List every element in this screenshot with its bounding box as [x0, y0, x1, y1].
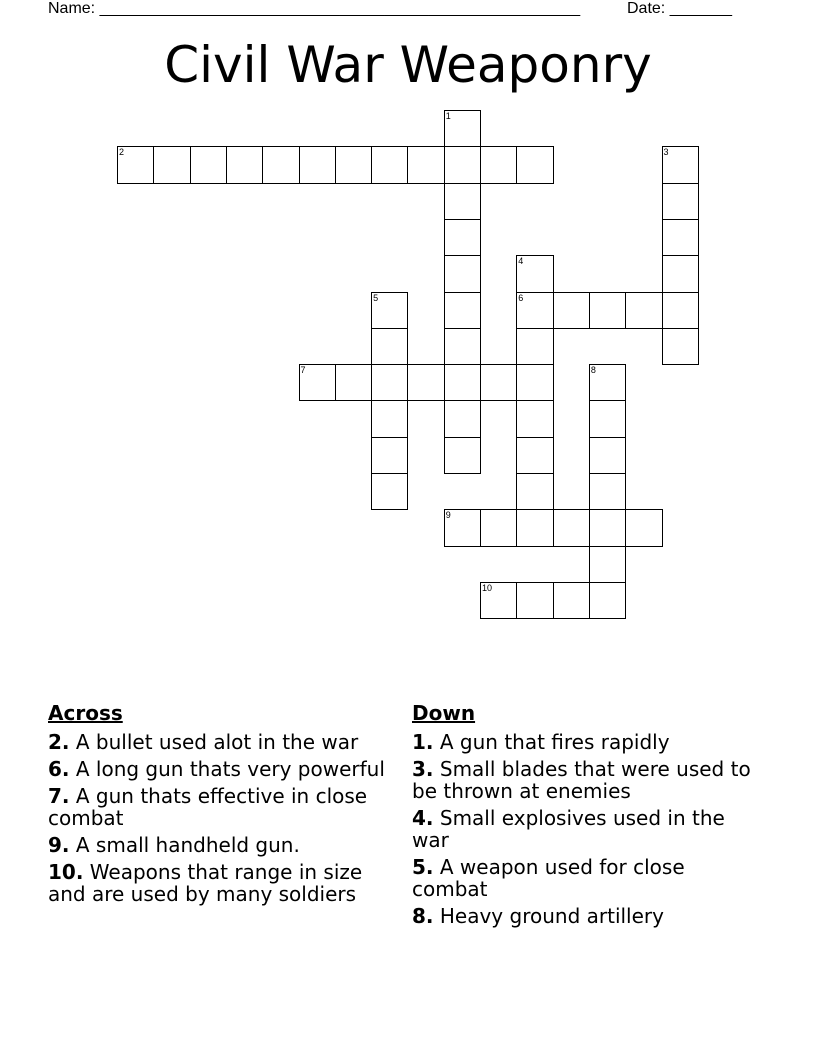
clue-number: 4.	[412, 806, 434, 830]
clue-text: Heavy ground artillery	[439, 904, 664, 928]
crossword-cell[interactable]	[553, 582, 590, 619]
crossword-cell[interactable]	[516, 400, 553, 437]
clue-down-3	[412, 758, 752, 802]
clue-text: A long gun thats very powerful	[75, 757, 385, 781]
clue-text: Small blades that were used to be thrown at enemies	[412, 757, 751, 803]
crossword-cell[interactable]	[589, 546, 626, 583]
crossword-cell[interactable]	[516, 292, 553, 329]
crossword-cell[interactable]	[371, 292, 408, 329]
crossword-cell[interactable]	[662, 255, 699, 292]
crossword-cell[interactable]	[516, 509, 553, 546]
crossword-cell[interactable]	[480, 582, 517, 619]
crossword-cell[interactable]	[553, 509, 590, 546]
clue-number: 9.	[48, 833, 70, 857]
crossword-cell[interactable]	[625, 292, 662, 329]
crossword-cell[interactable]	[335, 364, 372, 401]
crossword-cell[interactable]	[516, 582, 553, 619]
crossword-cell[interactable]	[371, 364, 408, 401]
crossword-cell[interactable]	[371, 473, 408, 510]
crossword-cell[interactable]	[117, 146, 154, 183]
crossword-cell[interactable]	[662, 292, 699, 329]
crossword-cell[interactable]	[444, 437, 481, 474]
across-clues	[48, 702, 388, 910]
crossword-cell[interactable]	[371, 146, 408, 183]
cell-number: 1	[445, 111, 451, 121]
crossword-cell[interactable]	[444, 255, 481, 292]
crossword-cell[interactable]	[190, 146, 227, 183]
clue-across-7	[48, 785, 388, 829]
clue-across-6	[48, 758, 388, 780]
clue-text: Weapons that range in size and are used by many soldiers	[48, 860, 363, 906]
clue-down-8	[412, 905, 752, 927]
cell-number: 3	[663, 147, 669, 158]
clue-down-5	[412, 856, 752, 900]
clue-number: 6.	[48, 757, 70, 781]
crossword-cell[interactable]	[589, 364, 626, 401]
name-field-label: Name: ______________________________________________________	[48, 0, 581, 17]
crossword-cell[interactable]	[444, 509, 481, 546]
clue-text: Small explosives used in the war	[412, 806, 725, 852]
clue-number: 7.	[48, 784, 70, 808]
crossword-cell[interactable]	[589, 400, 626, 437]
crossword-cell[interactable]	[516, 473, 553, 510]
crossword-cell[interactable]	[407, 364, 444, 401]
crossword-cell[interactable]	[662, 328, 699, 365]
crossword-cell[interactable]	[407, 146, 444, 183]
down-clues	[412, 702, 752, 932]
crossword-cell[interactable]	[371, 400, 408, 437]
clue-text: A bullet used alot in the war	[75, 730, 359, 754]
crossword-cell[interactable]	[480, 364, 517, 401]
crossword-cell[interactable]	[444, 364, 481, 401]
crossword-cell[interactable]	[589, 582, 626, 619]
crossword-cell[interactable]	[516, 328, 553, 365]
crossword-cell[interactable]	[444, 292, 481, 329]
clue-text: A weapon used for close combat	[412, 855, 685, 901]
clue-number: 10.	[48, 860, 84, 884]
crossword-cell[interactable]	[335, 146, 372, 183]
clue-number: 3.	[412, 757, 434, 781]
clue-number: 1.	[412, 730, 434, 754]
crossword-cell[interactable]	[444, 400, 481, 437]
down-heading: Down	[412, 701, 476, 725]
clue-down-4	[412, 807, 752, 851]
cell-number: 8	[590, 365, 596, 376]
clue-down-1	[412, 731, 752, 753]
crossword-cell[interactable]	[662, 219, 699, 256]
crossword-cell[interactable]	[662, 146, 699, 183]
crossword-cell[interactable]	[589, 509, 626, 546]
date-field-label: Date: _______	[627, 0, 732, 17]
clue-text: A small handheld gun.	[75, 833, 300, 857]
cell-number: 2	[119, 147, 125, 158]
page-title: Civil War Weaponry	[164, 36, 652, 94]
clue-across-10	[48, 861, 388, 905]
crossword-cell[interactable]	[153, 146, 190, 183]
crossword-cell[interactable]	[516, 437, 553, 474]
crossword-cell[interactable]	[444, 219, 481, 256]
cell-number: 9	[445, 510, 451, 521]
clue-text: A gun that fires rapidly	[439, 730, 670, 754]
clue-number: 2.	[48, 730, 70, 754]
crossword-cell[interactable]	[226, 146, 263, 183]
crossword-cell[interactable]	[444, 328, 481, 365]
crossword-cell[interactable]	[371, 437, 408, 474]
crossword-cell[interactable]	[662, 183, 699, 220]
crossword-cell[interactable]	[444, 183, 481, 220]
crossword-cell[interactable]	[516, 364, 553, 401]
cell-number: 6	[518, 292, 524, 303]
crossword-cell[interactable]	[553, 292, 590, 329]
crossword-cell[interactable]	[299, 146, 336, 183]
cell-number: 10	[482, 582, 493, 593]
crossword-cell[interactable]	[371, 328, 408, 365]
crossword-cell[interactable]	[516, 146, 553, 183]
crossword-cell[interactable]	[589, 437, 626, 474]
crossword-cell[interactable]	[480, 146, 517, 183]
clue-number: 8.	[412, 904, 434, 928]
crossword-cell[interactable]	[299, 364, 336, 401]
crossword-cell[interactable]	[262, 146, 299, 183]
crossword-cell[interactable]	[516, 255, 553, 292]
clue-across-9	[48, 834, 388, 856]
crossword-cell[interactable]	[589, 292, 626, 329]
crossword-cell[interactable]	[444, 146, 481, 183]
clue-text: A gun thats effective in close combat	[48, 784, 368, 830]
cell-number: 7	[300, 365, 306, 376]
clue-across-2	[48, 731, 388, 753]
cell-number: 4	[518, 256, 524, 267]
crossword-cell[interactable]	[480, 509, 517, 546]
crossword-cell[interactable]	[444, 110, 481, 147]
crossword-cell[interactable]	[589, 473, 626, 510]
across-heading: Across	[48, 701, 123, 725]
cell-number: 5	[373, 292, 379, 303]
clue-number: 5.	[412, 855, 434, 879]
crossword-cell[interactable]	[625, 509, 662, 546]
